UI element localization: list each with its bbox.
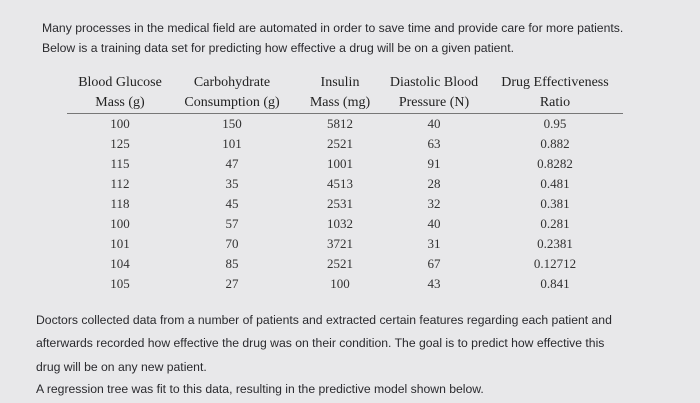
- table-cell: 150: [222, 116, 242, 131]
- column-header: Pressure (N): [398, 95, 470, 110]
- table-cell: 31: [427, 236, 441, 251]
- table-cell: 70: [225, 236, 239, 251]
- table-cell: 43: [427, 276, 441, 291]
- table-cell: 0.481: [540, 176, 570, 191]
- table-cell: 85: [225, 256, 239, 271]
- table-cell: 40: [427, 116, 441, 131]
- table-cell: 101: [110, 236, 130, 251]
- table-cell: 40: [427, 216, 441, 231]
- table-cell: 104: [110, 256, 130, 271]
- table-cell: 28: [427, 176, 441, 191]
- outro-line-3: drug will be on any new patient.: [36, 360, 207, 374]
- column-header: Ratio: [539, 95, 571, 110]
- table-cell: 0.882: [540, 136, 570, 151]
- intro-line-1: Many processes in the medical field are automated in order to save time and provide care for more patients.: [42, 21, 624, 35]
- table-cell: 0.8282: [537, 156, 573, 171]
- column-header: Drug Effectiveness: [501, 75, 609, 90]
- table-cell: 0.841: [540, 276, 570, 291]
- table-cell: 35: [225, 176, 239, 191]
- table-cell: 100: [330, 276, 350, 291]
- table-cell: 5812: [327, 116, 353, 131]
- table-cell: 0.381: [540, 196, 570, 211]
- column-header: Mass (mg): [309, 95, 371, 110]
- table-cell: 118: [110, 196, 130, 211]
- outro-line-2: afterwards recorded how effective the drug was on their condition. The goal is to predict how effective this: [36, 336, 605, 350]
- table-cell: 0.2381: [537, 236, 573, 251]
- table-cell: 2531: [327, 196, 353, 211]
- table-cell: 45: [225, 196, 239, 211]
- table-cell: 57: [225, 216, 239, 231]
- table-cell: 0.95: [543, 116, 567, 131]
- table-cell: 125: [110, 136, 130, 151]
- table-cell: 115: [110, 156, 130, 171]
- table-cell: 1032: [327, 216, 353, 231]
- column-header: Consumption (g): [184, 95, 280, 110]
- table-cell: 47: [225, 156, 239, 171]
- table-cell: 1001: [327, 156, 353, 171]
- table-cell: 0.12712: [533, 256, 577, 271]
- table-cell: 27: [225, 276, 239, 291]
- column-header: Insulin: [320, 75, 360, 90]
- table-cell: 100: [110, 216, 130, 231]
- table-cell: 67: [427, 256, 441, 271]
- table-cell: 4513: [327, 176, 353, 191]
- table-cell: 2521: [327, 256, 353, 271]
- table-cell: 2521: [327, 136, 353, 151]
- table-cell: 100: [110, 116, 130, 131]
- column-header: Blood Glucose: [78, 75, 162, 90]
- table-cell: 0.281: [540, 216, 570, 231]
- table-cell: 63: [427, 136, 441, 151]
- table-cell: 91: [427, 156, 441, 171]
- intro-line-2: Below is a training data set for predicting how effective a drug will be on a given patient.: [42, 41, 514, 55]
- table-cell: 105: [110, 276, 130, 291]
- table-cell: 3721: [327, 236, 353, 251]
- outro-line-1: Doctors collected data from a number of patients and extracted certain features regarding each patient and: [36, 313, 612, 327]
- column-header: Mass (g): [95, 95, 145, 110]
- table-cell: 112: [110, 176, 130, 191]
- column-header: Carbohydrate: [193, 75, 271, 90]
- header-divider: [67, 113, 623, 114]
- table-cell: 101: [222, 136, 242, 151]
- table-cell: 32: [427, 196, 441, 211]
- outro-line-4: A regression tree was fit to this data, resulting in the predictive model shown below.: [36, 382, 484, 396]
- column-header: Diastolic Blood: [389, 75, 479, 90]
